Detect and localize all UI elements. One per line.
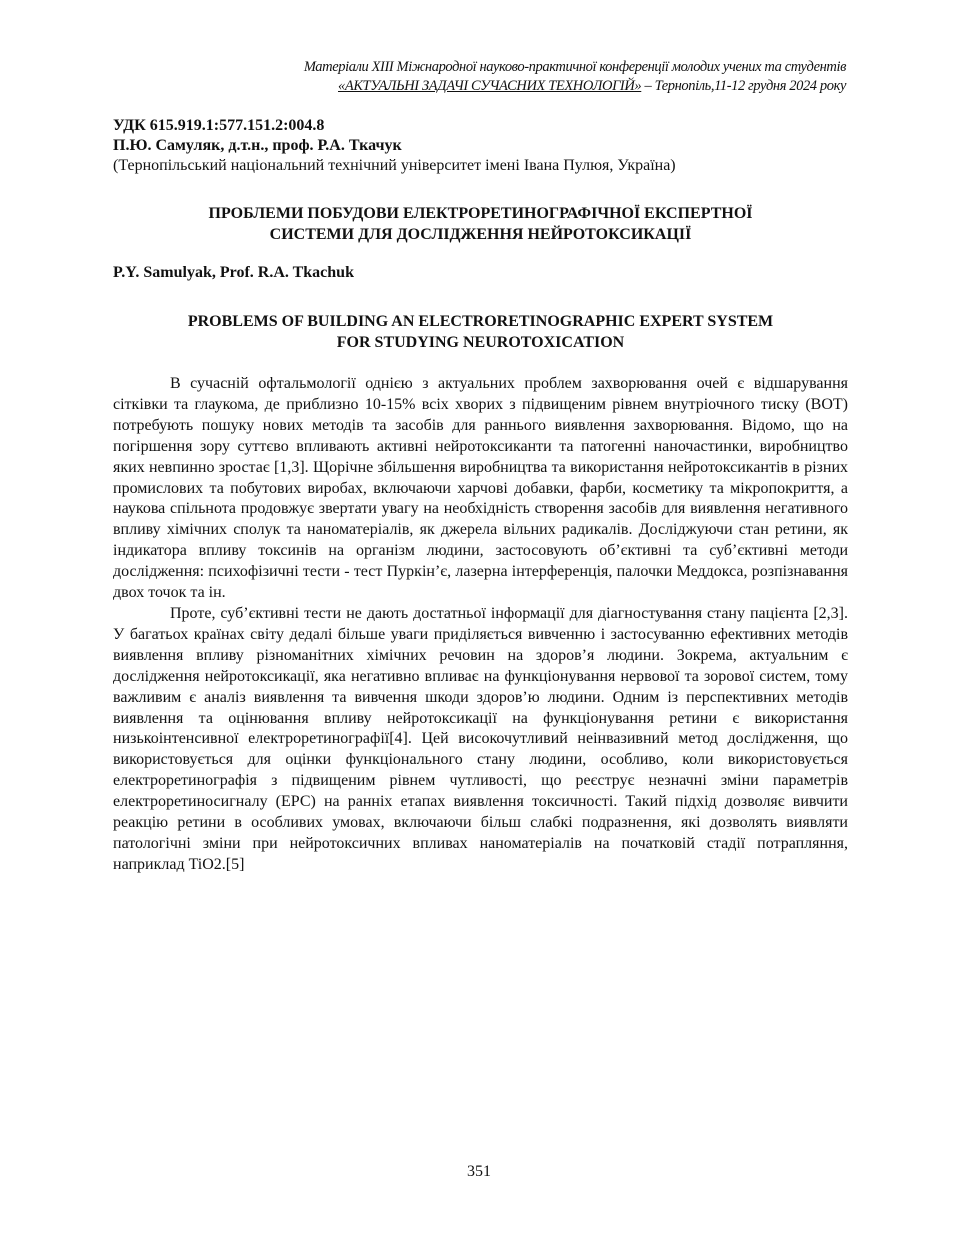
affiliation: (Тернопільський національний технічний університет імені Івана Пулюя, Україна)	[113, 157, 676, 174]
authors-english: P.Y. Samulyak, Prof. R.A. Tkachuk	[113, 264, 354, 281]
header-line-2	[106, 77, 846, 96]
title-en-line-1: PROBLEMS OF BUILDING AN ELECTRORETINOGRAPHIC EXPERT SYSTEM	[187, 313, 774, 330]
page-number: 351	[467, 1163, 491, 1180]
header-line-1: Матеріали XIII Міжнародної науково-практичної конференції молодих учених та студентів	[303, 59, 846, 75]
running-header	[106, 58, 846, 96]
title-en-line-2: FOR STUDYING NEUROTOXICATION	[336, 334, 625, 351]
article-meta	[113, 116, 848, 176]
title-ua-line-1: ПРОБЛЕМИ ПОБУДОВИ ЕЛЕКТРОРЕТИНОГРАФІЧНОЇ ЕКСПЕРТНОЇ	[208, 205, 753, 222]
title-english	[113, 311, 848, 353]
body-paragraph-2: Проте, суб’єктивні тести не дають достатньої інформації для діагностування стану пацієнта [2,3]. У багатьох країнах світу дедалі більше уваги приділяється вивченню і застосуванню ефективних методів виявлення впливу різноманітних хімічних речовин на здоров’я людини. Зокрема, актуальним є дослідження нейротоксикації, яка негативно впливає на функціонування нервової та зорової систем, тому важливим є аналіз виявлення та вивчення шкоди здоров’ю людини. Одним із перспективних методів виявлення та оцінювання впливу нейротоксикації на функціонування ретини є використання низькоінтенсивної електроретинографії[4]. Цей високочутливий неінвазивний метод дослідження, що використовується для оцінки функціонального стану людини, особливо, коли використовується електроретинографія з підвищеним рівнем чутливості, що реєструє незначні зміни параметрів електроретиносигналу (ЕРС) на ранніх етапах виявлення токсичності. Такий підхід дозволяє вивчити реакцію ретини в особливих умовах, включаючи більш слабкі подразнення, які дозволять виявляти патологічні зміни при нейротоксичних впливах наноматеріалів на початковій стадії потрапляння, наприклад TiO2.[5]	[113, 604, 848, 873]
title-ukrainian	[113, 203, 848, 245]
authors-ua: П.Ю. Самуляк, д.т.н., проф. Р.А. Ткачук	[113, 137, 402, 154]
conference-name: «АКТУАЛЬНІ ЗАДАЧІ СУЧАСНИХ ТЕХНОЛОГІЙ»	[338, 78, 642, 94]
article-body	[113, 374, 848, 876]
conference-place-date: – Тернопіль,11-12 грудня 2024 року	[641, 78, 846, 94]
udc-code: УДК 615.919.1:577.151.2:004.8	[113, 117, 325, 134]
body-paragraph-1: В сучасній офтальмології однією з актуальних проблем захворювання очей є відшарування сітківки та глаукома, де приблизно 10-15% всіх хворих з підвищеним рівнем внутріочного тиску (ВОТ) потребують пошуку нових методів та засобів для раннього виявлення захворювання. Відомо, що на погіршення зору суттєво впливають активні нейротоксиканти та патогенні наночастинки, виробництво яких невпинно зростає [1,3]. Щорічне збільшення виробництва та використання нейротоксикантів в різних промислових та побутових виробах, включаючи харчові добавки, фарби, косметику та мікропокриття, а наукова спільнота продовжує звертати увагу на необхідність створення засобів для виявлення негативного впливу хімічних сполук та наноматеріалів, як джерела вільних радикалів. Досліджуючи стан ретини, як індикатора впливу токсинів на організм людини, застосовують об’єктивні та суб’єктивні методи дослідження: психофізичні тести - тест Пуркін’є, лазерна інтерференція, палочки Меддокса, розпізнавання двох точок та ін.	[113, 375, 848, 602]
title-ua-line-2: СИСТЕМИ ДЛЯ ДОСЛІДЖЕННЯ НЕЙРОТОКСИКАЦІЇ	[269, 226, 692, 243]
